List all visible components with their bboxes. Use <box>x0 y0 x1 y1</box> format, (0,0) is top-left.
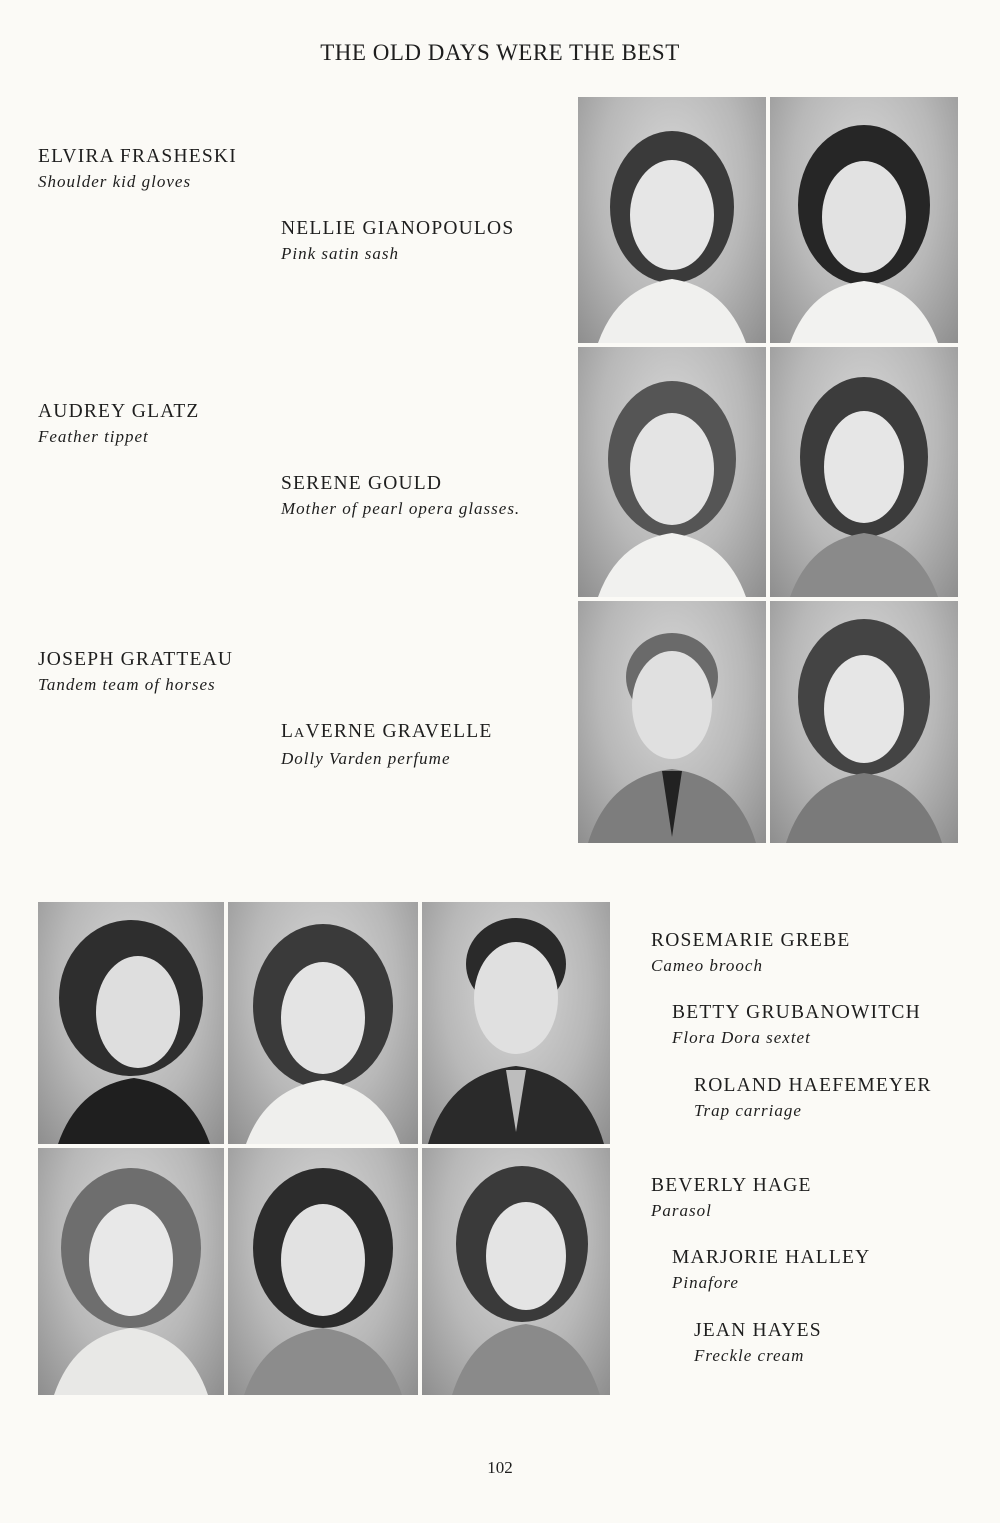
student-note: Pink satin sash <box>281 244 399 263</box>
student-note: Dolly Varden perfume <box>281 749 451 768</box>
student-name: NELLIE GIANOPOULOS <box>281 218 515 239</box>
portrait-photo <box>770 97 958 343</box>
student-name: JEAN HAYES <box>694 1320 822 1341</box>
student-note: Mother of pearl opera glasses. <box>281 499 521 518</box>
page-title: THE OLD DAYS WERE THE BEST <box>320 40 680 65</box>
student-note: Trap carriage <box>694 1101 802 1120</box>
student-name: MARJORIE HALLEY <box>672 1247 871 1268</box>
student-name: JOSEPH GRATTEAU <box>38 649 234 670</box>
portrait-photo <box>770 601 958 843</box>
caption-entry <box>672 1245 870 1295</box>
student-note: Parasol <box>651 1201 712 1220</box>
portrait-photo <box>38 1148 224 1395</box>
student-note: Feather tippet <box>38 427 149 446</box>
caption-entry <box>281 719 493 771</box>
portrait-photo <box>228 902 418 1144</box>
student-name: ROLAND HAEFEMEYER <box>694 1075 932 1096</box>
portrait-photo <box>578 97 766 343</box>
caption-entry <box>694 1318 822 1368</box>
caption-entry <box>672 1000 921 1050</box>
student-note: Shoulder kid gloves <box>38 172 192 191</box>
student-name: ROSEMARIE GREBE <box>651 930 851 951</box>
caption-entry <box>38 144 237 194</box>
portrait-photo <box>228 1148 418 1395</box>
portrait-photo <box>422 1148 610 1395</box>
portrait-photo <box>578 347 766 597</box>
caption-entry <box>281 471 520 521</box>
page-number: 102 <box>487 1458 513 1477</box>
student-note: Flora Dora sextet <box>672 1028 811 1047</box>
student-name: BEVERLY HAGE <box>651 1175 812 1196</box>
student-name: BETTY GRUBANOWITCH <box>672 1002 921 1023</box>
student-name: SERENE GOULD <box>281 473 443 494</box>
caption-entry <box>38 399 200 449</box>
portrait-photo <box>38 902 224 1144</box>
caption-entry <box>651 1173 812 1223</box>
student-name: AUDREY GLATZ <box>38 401 200 422</box>
portrait-photo <box>770 347 958 597</box>
student-name: ELVIRA FRASHESKI <box>38 146 237 167</box>
caption-entry <box>694 1073 932 1123</box>
portrait-photo <box>578 601 766 843</box>
student-note: Tandem team of horses <box>38 675 216 694</box>
student-note: Freckle cream <box>694 1346 805 1365</box>
caption-entry <box>651 928 850 978</box>
student-note: Cameo brooch <box>651 956 763 975</box>
student-name: LAVERNE GRAVELLE <box>281 721 493 742</box>
portrait-photo <box>422 902 610 1144</box>
student-note: Pinafore <box>672 1273 739 1292</box>
caption-entry <box>38 647 233 697</box>
caption-entry <box>281 216 514 266</box>
